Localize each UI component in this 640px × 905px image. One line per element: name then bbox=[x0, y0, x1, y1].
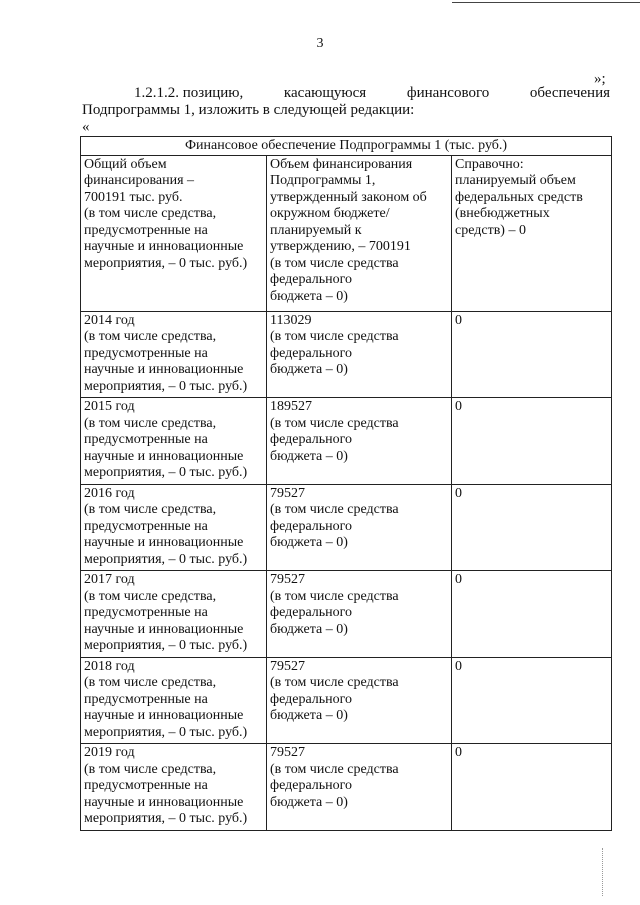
table-row bbox=[81, 744, 612, 831]
reference-cell: 0 bbox=[452, 744, 612, 831]
header-total-financing: Общий объем финансирования – 700191 тыс. руб. (в том числе средства, предусмотренные на научные и инновационные мероприятия, – 0 тыс. руб.) bbox=[81, 155, 267, 311]
intro-paragraph bbox=[82, 85, 610, 119]
header-reference-federal: Справочно: планируемый объем федеральных средств (внебюджетных средств) – 0 bbox=[452, 155, 612, 311]
year-cell: 2014 год (в том числе средства, предусмотренные на научные и инновационные мероприятия, – 0 тыс. руб.) bbox=[81, 311, 267, 398]
intro-line-2: Подпрограммы 1, изложить в следующей редакции: bbox=[82, 102, 415, 118]
reference-cell: 0 bbox=[452, 657, 612, 744]
scan-edge-marks bbox=[602, 848, 611, 896]
table-caption: Финансовое обеспечение Подпрограммы 1 (тыс. руб.) bbox=[81, 137, 612, 156]
closing-quote-mark: »; bbox=[594, 71, 606, 87]
amount-cell: 79527 (в том числе средства федерального бюджета – 0) bbox=[267, 484, 452, 571]
top-border-line bbox=[452, 2, 640, 3]
amount-cell: 189527 (в том числе средства федерального бюджета – 0) bbox=[267, 398, 452, 485]
table-row bbox=[81, 398, 612, 485]
reference-cell: 0 bbox=[452, 311, 612, 398]
intro-word: обеспечения bbox=[529, 85, 610, 101]
table-header-row bbox=[81, 155, 612, 311]
reference-cell: 0 bbox=[452, 398, 612, 485]
intro-word: финансового bbox=[406, 85, 490, 101]
year-cell: 2016 год (в том числе средства, предусмотренные на научные и инновационные мероприятия, – 0 тыс. руб.) bbox=[81, 484, 267, 571]
table-row bbox=[81, 484, 612, 571]
year-cell: 2017 год (в том числе средства, предусмотренные на научные и инновационные мероприятия, – 0 тыс. руб.) bbox=[81, 571, 267, 658]
year-cell: 2018 год (в том числе средства, предусмотренные на научные и инновационные мероприятия, – 0 тыс. руб.) bbox=[81, 657, 267, 744]
year-cell: 2019 год (в том числе средства, предусмотренные на научные и инновационные мероприятия, – 0 тыс. руб.) bbox=[81, 744, 267, 831]
open-quote-mark: « bbox=[82, 119, 90, 135]
table-row bbox=[81, 657, 612, 744]
amount-cell: 79527 (в том числе средства федерального бюджета – 0) bbox=[267, 571, 452, 658]
amount-cell: 79527 (в том числе средства федерального бюджета – 0) bbox=[267, 657, 452, 744]
table-caption-row bbox=[81, 137, 612, 156]
table-row bbox=[81, 571, 612, 658]
year-cell: 2015 год (в том числе средства, предусмотренные на научные и инновационные мероприятия, – 0 тыс. руб.) bbox=[81, 398, 267, 485]
financing-table bbox=[80, 136, 612, 831]
intro-word: 1.2.1.2. позицию, bbox=[134, 85, 244, 101]
reference-cell: 0 bbox=[452, 484, 612, 571]
header-approved-financing: Объем финансирования Подпрограммы 1, утвержденный законом об окружном бюджете/ планируемый к утверждению, – 700191 (в том числе средства федерального бюджета – 0) bbox=[267, 155, 452, 311]
reference-cell: 0 bbox=[452, 571, 612, 658]
amount-cell: 79527 (в том числе средства федерального бюджета – 0) bbox=[267, 744, 452, 831]
page-number: 3 bbox=[316, 36, 324, 51]
amount-cell: 113029 (в том числе средства федерального бюджета – 0) bbox=[267, 311, 452, 398]
intro-line-1 bbox=[82, 85, 610, 102]
intro-word: касающуюся bbox=[283, 85, 367, 101]
table-row bbox=[81, 311, 612, 398]
